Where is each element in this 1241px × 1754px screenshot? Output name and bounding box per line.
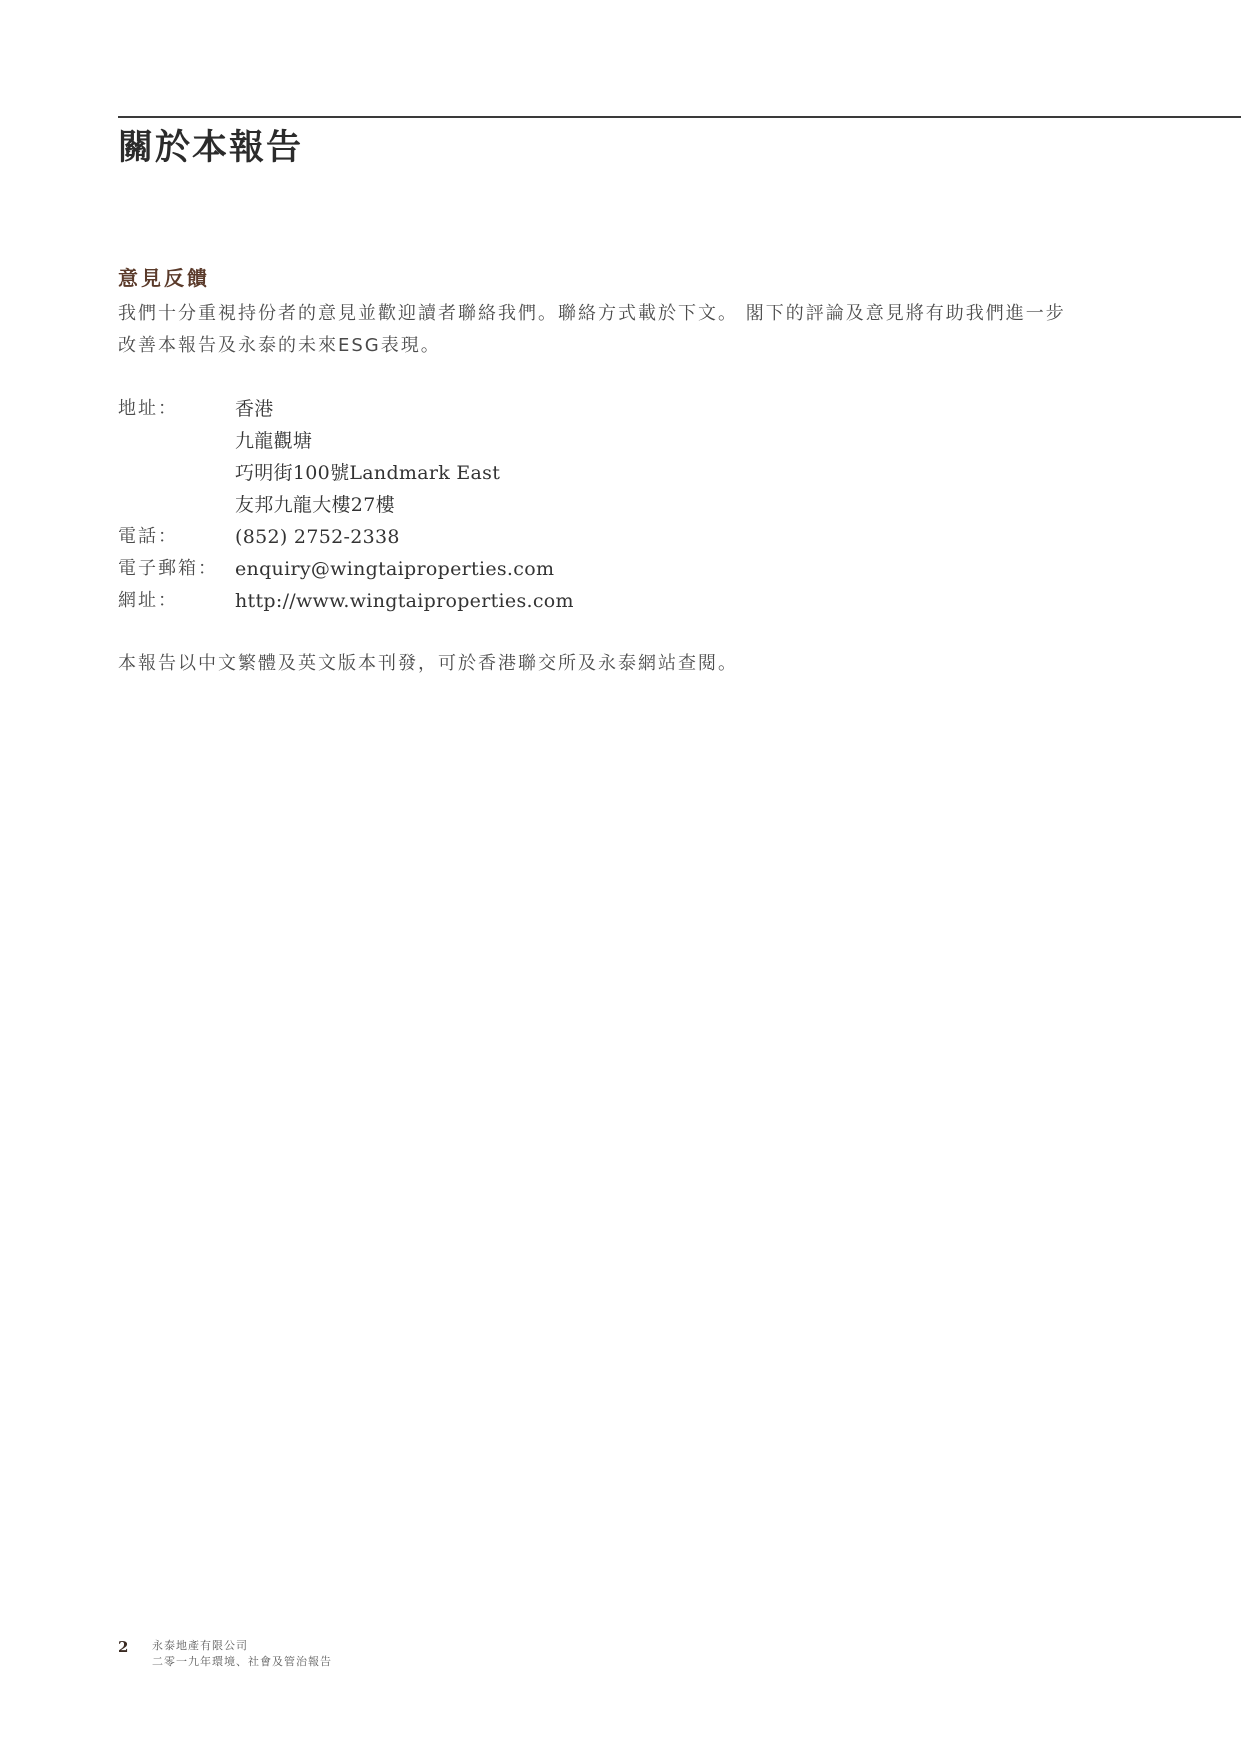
page-title: 關於本報告: [118, 128, 304, 168]
footer-text: [152, 1638, 332, 1670]
email-label: 電子郵箱：: [118, 558, 218, 579]
feedback-intro-line-1: 我們十分重視持份者的意見並歡迎讀者聯絡我們。聯絡方式載於下文。 閣下的評論及意見將有助我們進一步: [118, 303, 1066, 324]
footer-company-name: 永泰地產有限公司: [152, 1639, 248, 1652]
website-link[interactable]: http://www.wingtaiproperties.com: [235, 590, 574, 612]
phone-label: 電話：: [118, 526, 178, 547]
closing-statement: 本報告以中文繁體及英文版本刊發，可於香港聯交所及永泰網站查閱。: [118, 653, 738, 674]
contact-website-row: [118, 585, 574, 617]
address-label: 地址：: [118, 398, 178, 419]
feedback-intro-line-2: 改善本報告及永泰的未來ESG表現。: [118, 335, 441, 356]
feedback-intro: [118, 298, 1128, 362]
address-line: 友邦九龍大樓27樓: [235, 494, 395, 516]
contact-details: [118, 393, 574, 617]
header-divider: [118, 116, 1241, 118]
email-link[interactable]: enquiry@wingtaiproperties.com: [235, 558, 555, 580]
contact-address-row: [118, 393, 574, 521]
section-heading-feedback: 意見反饋: [118, 266, 210, 290]
website-label: 網址：: [118, 590, 178, 611]
address-line: 香港: [235, 398, 274, 420]
address-value: [235, 393, 500, 521]
address-line: 巧明街100號Landmark East: [235, 462, 501, 484]
contact-email-row: [118, 553, 574, 585]
contact-phone-row: [118, 521, 574, 553]
address-line: 九龍觀塘: [235, 430, 313, 452]
page-footer: [118, 1638, 332, 1670]
footer-report-name: 二零一九年環境、社會及管治報告: [152, 1655, 332, 1668]
phone-value: (852) 2752-2338: [235, 526, 400, 548]
page-number: 2: [118, 1638, 129, 1656]
